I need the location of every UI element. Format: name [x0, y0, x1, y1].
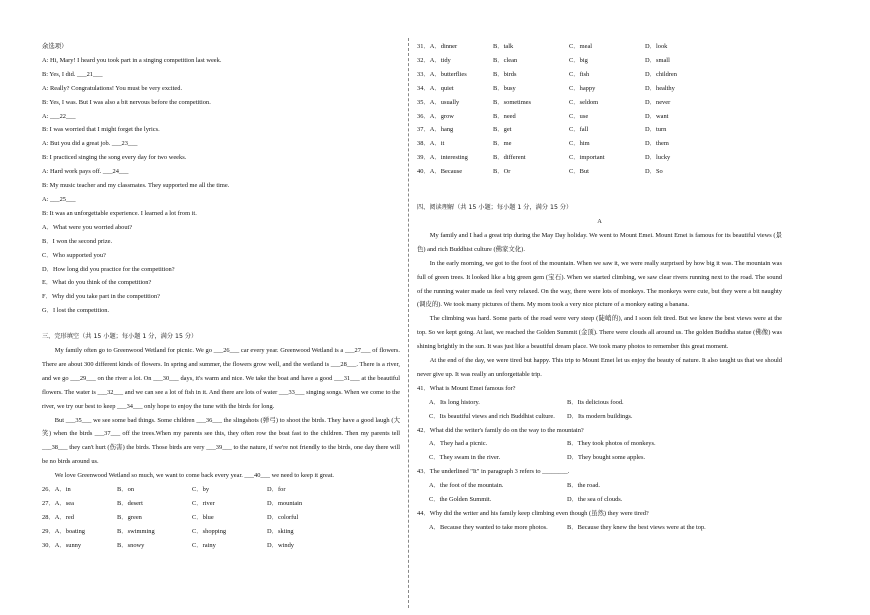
question-option-row	[417, 396, 782, 410]
option-choice: B．sometimes	[493, 98, 531, 106]
section-4-title: 四、阅读理解（共 15 小题；每小题 1 分，满分 15 分）	[417, 204, 573, 212]
dialogue-line: A: Hi, Mary! I heard you took part in a singing competition last week.	[42, 56, 222, 64]
option-choice: D．skiing	[267, 527, 294, 535]
option-choice: 29．A．boating	[42, 527, 85, 535]
option-row	[417, 110, 782, 124]
option-choice: D．healthy	[645, 84, 675, 92]
question-option: A．Because they wanted to take more photos.	[429, 523, 548, 531]
option-choice: D．small	[645, 56, 670, 64]
dialogue-line: 余选项）	[42, 43, 68, 50]
dialogue-line: B: It was an unforgettable experience. I learned a lot from it.	[42, 209, 197, 217]
option-choice: C．shopping	[192, 527, 227, 535]
dialogue-line: B: My music teacher and my classmates. They supported me all the time.	[42, 182, 230, 190]
option-choice: B．birds	[493, 70, 517, 78]
option-row	[417, 82, 782, 96]
option-choice: 32．A．tidy	[417, 56, 451, 64]
option-choice: D．mountain	[267, 500, 303, 507]
option-choice: 38．A．it	[417, 140, 445, 148]
option-row	[417, 68, 782, 82]
question-option: C．They swam in the river.	[429, 454, 501, 462]
option-choice: D．windy	[267, 541, 294, 549]
option-choice: D．colorful	[267, 513, 299, 521]
option-row	[42, 525, 400, 539]
passage-label: A	[597, 217, 602, 225]
option-choice: B．swimming	[117, 527, 155, 535]
option-choice: B．snowy	[117, 541, 145, 549]
question-option-row	[417, 451, 782, 465]
option-choice: D．look	[645, 43, 668, 50]
question-stem: 43．The underlined "It" in paragraph 3 refers to ________.	[417, 468, 570, 476]
dialogue-block	[42, 40, 400, 221]
option-choice: C．use	[569, 112, 589, 120]
question-option: D．the sea of clouds.	[567, 496, 623, 504]
option-choice: D．children	[645, 70, 677, 78]
option-choice: 30．A．sunny	[42, 541, 82, 549]
option-choice: D．turn	[645, 126, 667, 134]
question-option: C．Its beautiful views and rich Buddhist culture.	[429, 412, 555, 420]
option-row	[417, 96, 782, 110]
option-choice: B．talk	[493, 43, 514, 50]
option-choice: C．by	[192, 486, 210, 494]
question-option: B．the road.	[567, 482, 601, 490]
option-choice: B．need	[493, 112, 516, 120]
dialogue-line: B: Yes, I did. ___21___	[42, 70, 103, 78]
option-choice: D．So	[645, 168, 663, 176]
option-choice: C．fish	[569, 70, 590, 78]
choice-option: C．Who supported you?	[42, 251, 106, 259]
question-option: A．Its long history.	[429, 398, 480, 406]
question-option-row	[417, 493, 782, 507]
option-choice: 34．A．quiet	[417, 84, 454, 92]
question-stem: 42．What did the writer's family do on the way to the mountain?	[417, 426, 584, 434]
option-row	[42, 497, 400, 511]
reading-passage	[417, 229, 782, 382]
option-choice: C．seldom	[569, 98, 599, 106]
option-row	[417, 40, 782, 54]
option-choice: B．busy	[493, 84, 516, 92]
question-stem: 41．What is Mount Emei famous for?	[417, 384, 516, 392]
choice-option: F．Why did you take part in the competition?	[42, 293, 161, 301]
option-choice: D．never	[645, 98, 671, 106]
question-stem: 44．Why did the writer and his family keep climbing even though (虽然) they were tired?	[417, 510, 649, 517]
right-column	[417, 40, 782, 535]
question-option: D．Its modern buildings.	[567, 412, 633, 420]
option-choice: D．for	[267, 486, 286, 494]
dialogue-line: B: I practiced singing the song every day for two weeks.	[42, 154, 187, 162]
option-choice: C．him	[569, 140, 590, 148]
dialogue-choices	[42, 221, 400, 318]
option-row	[42, 539, 400, 553]
option-choice: B．on	[117, 486, 135, 494]
passage-paragraph: At the end of the day, we were tired but happy. This trip to Mount Emei let us enjoy the beauty of nature. It also taught us that we should never give up. It was really an unforgettable trip.	[417, 357, 782, 378]
column-divider	[408, 38, 409, 608]
option-choice: B．clean	[493, 56, 518, 64]
option-choice: B．desert	[117, 500, 143, 507]
cloze-options-left	[42, 483, 400, 553]
dialogue-line: B: I was worried that I might forget the lyrics.	[42, 126, 160, 134]
passage-paragraph: My family and I had a great trip during the May Day holiday. We went to Mount Emei. Mount Emei is famous for its beautiful views (景色) and rich Buddhist culture (佛家文化).	[417, 231, 782, 253]
cloze-passage	[42, 344, 400, 483]
option-choice: 37．A．hang	[417, 126, 454, 134]
question-option: B．They took photos of monkeys.	[567, 440, 656, 448]
cloze-paragraph: My family often go to Greenwood Wetland for picnic. We go ___26___ car every year. Greenwood Wetland is a ___27___ of flowers. There are about 300 different kinds of flowers. In spring and summer, the flowers grow well, and the wetland is ___28___. There is a river, and we go ___29___ on the river a lot. On ___30___ days, it's warm and nice. We take the boat and have a good ___31___ at the beautiful flowers. The water is ___32___ and we can see a lot of fish in it. And there are lots of water ___33___ singing songs. When we come to the river, we try our best to keep ___34___ only hope to enjoy the tune with the birds for long.	[42, 347, 400, 410]
passage-paragraph: In the early morning, we got to the foot of the mountain. When we saw it, we were really surprised by how big it was. The mountain was full of green trees. It looked like a big green gem (宝石). When we started climbing, we saw clear rivers running next to the road. The sound of the running water made us feel very relaxed. On the way, there were lots of monkeys. The monkeys were cute, but they were a bit naughty (调皮的). We took many pictures of them. My mom took a very nice picture of a monkey eating a banana.	[417, 259, 782, 309]
option-choice: 35．A．usually	[417, 98, 460, 106]
option-choice: 31．A．dinner	[417, 43, 458, 50]
option-choice: D．them	[645, 140, 669, 148]
choice-option: G．I lost the competition.	[42, 307, 110, 315]
option-row	[417, 54, 782, 68]
option-choice: C．important	[569, 154, 605, 162]
reading-questions	[417, 382, 782, 535]
option-row	[42, 483, 400, 497]
option-row	[417, 123, 782, 137]
question-option-row	[417, 437, 782, 451]
cloze-paragraph: We love Greenwood Wetland so much, we want to come back every year. ___40___ we need to keep it great.	[54, 472, 335, 480]
option-row	[417, 137, 782, 151]
option-choice: 26．A．in	[42, 486, 71, 494]
question-option: A．They had a picnic.	[429, 440, 488, 448]
option-choice: C．But	[569, 168, 589, 176]
dialogue-line: A: ___25___	[42, 195, 76, 203]
dialogue-line: A: ___22___	[42, 112, 76, 120]
option-choice: 40．A．Because	[417, 168, 463, 176]
option-choice: B．get	[493, 126, 512, 134]
option-row	[42, 511, 400, 525]
dialogue-line: B: Yes, I was. But I was also a bit nervous before the competition.	[42, 98, 211, 106]
question-option: D．They bought some apples.	[567, 454, 646, 462]
option-choice: B．green	[117, 513, 142, 521]
option-choice: C．meal	[569, 43, 593, 50]
option-choice: D．lucky	[645, 154, 671, 162]
option-choice: 28．A．red	[42, 513, 74, 521]
option-choice: C．fall	[569, 126, 589, 134]
dialogue-line: A: Really? Congratulations! You must be very excited.	[42, 84, 183, 92]
option-choice: C．rainy	[192, 541, 216, 549]
option-choice: B．Or	[493, 168, 511, 176]
question-option: B．Because they knew the best views were at the top.	[567, 523, 706, 531]
cloze-paragraph: But ___35___ we see some bad things. Some children ___36___ the slingshots (弹弓) to shoot the birds. They have a good laugh (大笑) when the birds ___37___ off the trees.When my parents see this, they often row the boat fast to the children. Then my parents tell ___38___ they can't hurt (伤害) the birds. Those birds are very ___39___ to the nature, if we're not friendly to the birds, one day there will be no birds around us.	[42, 416, 400, 466]
question-option: B．Its delicious food.	[567, 398, 624, 406]
dialogue-line: A: Hard work pays off. ___24___	[42, 168, 129, 176]
option-row	[417, 165, 782, 179]
option-row	[417, 151, 782, 165]
option-choice: B．me	[493, 140, 512, 148]
choice-option: D．How long did you practice for the competition?	[42, 265, 175, 273]
question-option-row	[417, 479, 782, 493]
option-choice: 33．A．butterflies	[417, 70, 467, 78]
option-choice: C．big	[569, 56, 588, 64]
option-choice: B．different	[493, 154, 526, 162]
question-option: A．the foot of the mountain.	[429, 482, 504, 490]
dialogue-line: A: But you did a great job. ___23___	[42, 140, 138, 148]
option-choice: 36．A．grow	[417, 112, 454, 120]
option-choice: C．blue	[192, 513, 214, 521]
option-choice: C．happy	[569, 84, 596, 92]
option-choice: D．want	[645, 112, 669, 120]
choice-option: A．What were you worried about?	[42, 223, 133, 231]
question-option-row	[417, 410, 782, 424]
option-choice: 39．A．interesting	[417, 154, 468, 162]
section-3-title: 三、完形填空（共 15 小题；每小题 1 分，满分 15 分）	[42, 333, 198, 341]
question-option: C．the Golden Summit.	[429, 496, 492, 504]
choice-option: E．What do you think of the competition?	[42, 279, 152, 287]
question-option-row	[417, 521, 782, 535]
left-column	[42, 40, 400, 553]
passage-paragraph: The climbing was hard. Some parts of the road were very steep (陡峭的), and I soon felt tired. But we knew the best views were at the top. So we kept going. At last, we reached the Golden Summit (金顶). There were clouds all around us. The golden Buddha statue (佛像) was shining brightly in the sun. It was just like a beautiful dream place. We took many photos to remember this great moment.	[417, 315, 782, 351]
cloze-options-right	[417, 40, 782, 179]
choice-option: B．I won the second prize.	[42, 237, 113, 245]
option-choice: 27．A．sea	[42, 500, 74, 507]
option-choice: C．river	[192, 500, 215, 507]
